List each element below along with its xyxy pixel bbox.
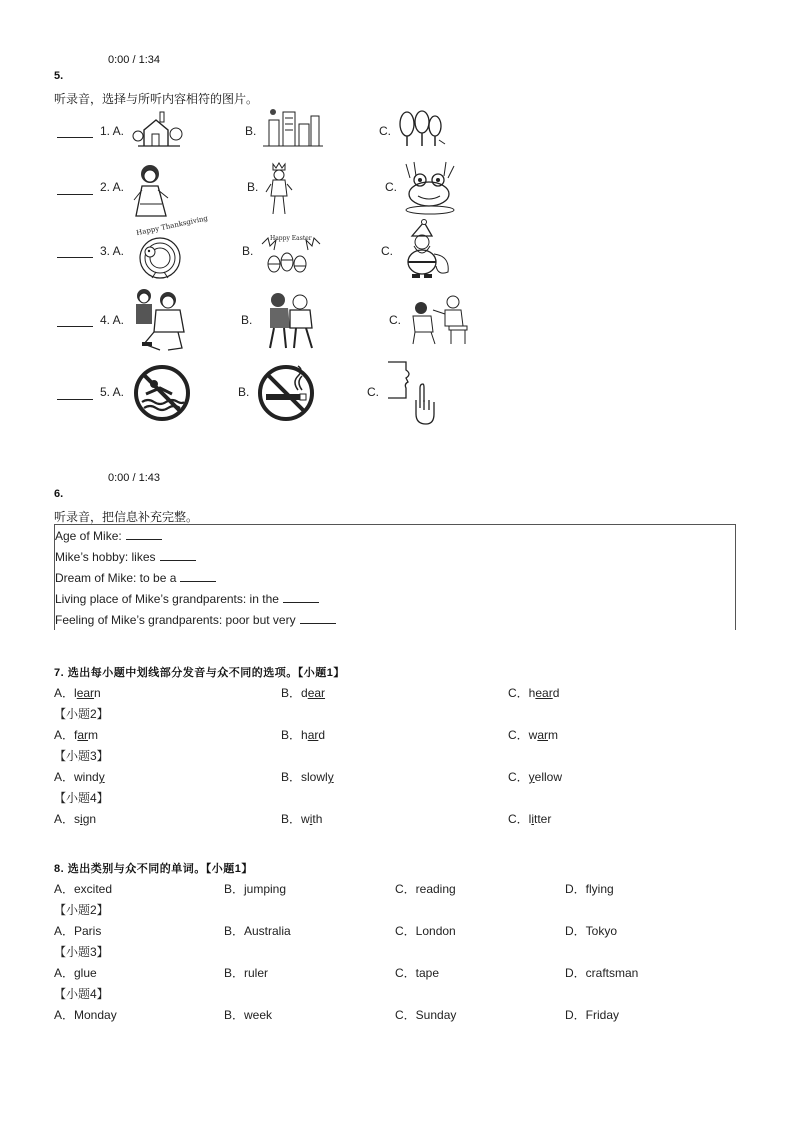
- frog-picture: [402, 160, 458, 216]
- question-6-instruction: 听录音，把信息补充完整。: [54, 510, 199, 524]
- answer-blank[interactable]: [57, 136, 93, 138]
- q7-3-option-b[interactable]: B．slowly: [281, 770, 334, 784]
- q7-1-option-a[interactable]: A．learn: [54, 686, 101, 700]
- info-hobby-label: Mike’s hobby: likes: [55, 550, 156, 564]
- option-c-label: C.: [389, 313, 401, 327]
- option-b-label: B.: [242, 244, 254, 258]
- trees-picture: [397, 110, 447, 148]
- living-place-blank[interactable]: [283, 601, 319, 603]
- q8-4-option-a[interactable]: A．Monday: [54, 1008, 117, 1022]
- q7-4-option-a[interactable]: A．sign: [54, 812, 97, 826]
- feeling-blank[interactable]: [300, 622, 336, 624]
- santa-picture: [398, 220, 456, 280]
- q8-3-option-d[interactable]: D．craftsman: [565, 966, 639, 980]
- q8-sub4-header: 【小题4】: [54, 987, 109, 1001]
- row-label: 4. A.: [100, 313, 125, 327]
- answer-blank[interactable]: [57, 398, 93, 400]
- elderly-couple-picture: [264, 290, 318, 352]
- turkey-picture: [132, 214, 209, 282]
- q8-4-option-b[interactable]: B．week: [224, 1008, 273, 1022]
- q7-3-option-a[interactable]: A．windy: [54, 770, 105, 784]
- q7-2-option-a[interactable]: A．farm: [54, 728, 99, 742]
- q8-1-option-c[interactable]: C．reading: [395, 882, 456, 896]
- q8-3-option-a[interactable]: A．glue: [54, 966, 97, 980]
- question-5-instruction: 听录音，选择与所听内容相符的图片。: [54, 92, 259, 106]
- q7-4-option-c[interactable]: C．litter: [508, 812, 552, 826]
- house-picture: [130, 110, 185, 148]
- dream-blank[interactable]: [180, 580, 216, 582]
- q8-3-option-c[interactable]: C．tape: [395, 966, 440, 980]
- q7-2-option-b[interactable]: B．hard: [281, 728, 326, 742]
- q8-4-option-c[interactable]: C．Sunday: [395, 1008, 457, 1022]
- princess-picture: [128, 160, 178, 220]
- q8-1-option-a[interactable]: A．excited: [54, 882, 113, 896]
- q7-sub3-header: 【小题3】: [54, 749, 109, 763]
- option-b-label: B.: [241, 313, 253, 327]
- row-label: 2. A.: [100, 180, 125, 194]
- q8-2-option-c[interactable]: C．London: [395, 924, 456, 938]
- row-label: 3. A.: [100, 244, 125, 258]
- q8-3-option-b[interactable]: B．ruler: [224, 966, 269, 980]
- option-c-label: C.: [385, 180, 397, 194]
- thanksgiving-banner-text: Happy Thanksgiving: [135, 214, 209, 238]
- q8-sub2-header: 【小题2】: [54, 903, 109, 917]
- easter-eggs-picture: [258, 224, 324, 276]
- row-label: 5. A.: [100, 385, 125, 399]
- question-7-title: 7. 选出每小题中划线部分发音与众不同的选项。【小题1】: [54, 667, 345, 679]
- option-c-label: C.: [367, 385, 379, 399]
- q8-2-option-a[interactable]: A．Paris: [54, 924, 102, 938]
- audio-time-q6[interactable]: 0:00 / 1:43: [108, 472, 160, 484]
- city-picture: [263, 106, 323, 150]
- answer-blank[interactable]: [57, 325, 93, 327]
- father-and-son-picture: [130, 284, 186, 354]
- q7-2-option-c[interactable]: C．warm: [508, 728, 559, 742]
- info-age-label: Age of Mike:: [55, 529, 122, 543]
- option-b-label: B.: [247, 180, 259, 194]
- no-swimming-sign-icon: [132, 364, 192, 422]
- prince-picture: [264, 160, 294, 216]
- q8-2-option-b[interactable]: B．Australia: [224, 924, 291, 938]
- info-dream-label: Dream of Mike: to be a: [55, 571, 177, 585]
- q8-1-option-d[interactable]: D．flying: [565, 882, 614, 896]
- option-b-label: B.: [245, 124, 257, 138]
- age-blank[interactable]: [126, 538, 162, 540]
- info-feeling-label: Feeling of Mike’s grandparents: poor but very: [55, 613, 296, 627]
- question-8-title: 8. 选出类别与众不同的单词。【小题1】: [54, 863, 253, 875]
- hobby-blank[interactable]: [160, 559, 196, 561]
- q7-4-option-b[interactable]: B．with: [281, 812, 323, 826]
- option-b-label: B.: [238, 385, 250, 399]
- q7-1-option-c[interactable]: C．heard: [508, 686, 560, 700]
- info-living-place-label: Living place of Mike’s grandparents: in the: [55, 592, 279, 606]
- q7-3-option-c[interactable]: C．yellow: [508, 770, 563, 784]
- answer-blank[interactable]: [57, 256, 93, 258]
- row-label: 1. A.: [100, 124, 125, 138]
- q7-1-option-b[interactable]: B．dear: [281, 686, 326, 700]
- q7-sub4-header: 【小题4】: [54, 791, 109, 805]
- info-fill-box: [54, 524, 736, 630]
- q8-2-option-d[interactable]: D．Tokyo: [565, 924, 618, 938]
- answer-blank[interactable]: [57, 193, 93, 195]
- option-c-label: C.: [379, 124, 391, 138]
- no-smoking-sign-icon: [256, 364, 316, 422]
- q8-4-option-d[interactable]: D．Friday: [565, 1008, 620, 1022]
- easter-banner-text: Happy Easter: [270, 235, 312, 242]
- quiet-please-picture: [386, 358, 436, 428]
- question-number-6: 6.: [54, 488, 64, 500]
- question-number-5: 5.: [54, 70, 64, 82]
- haircut-picture: [405, 292, 471, 346]
- option-c-label: C.: [381, 244, 393, 258]
- q8-1-option-b[interactable]: B．jumping: [224, 882, 287, 896]
- q7-sub2-header: 【小题2】: [54, 707, 109, 721]
- audio-time-q5[interactable]: 0:00 / 1:34: [108, 54, 160, 66]
- q8-sub3-header: 【小题3】: [54, 945, 109, 959]
